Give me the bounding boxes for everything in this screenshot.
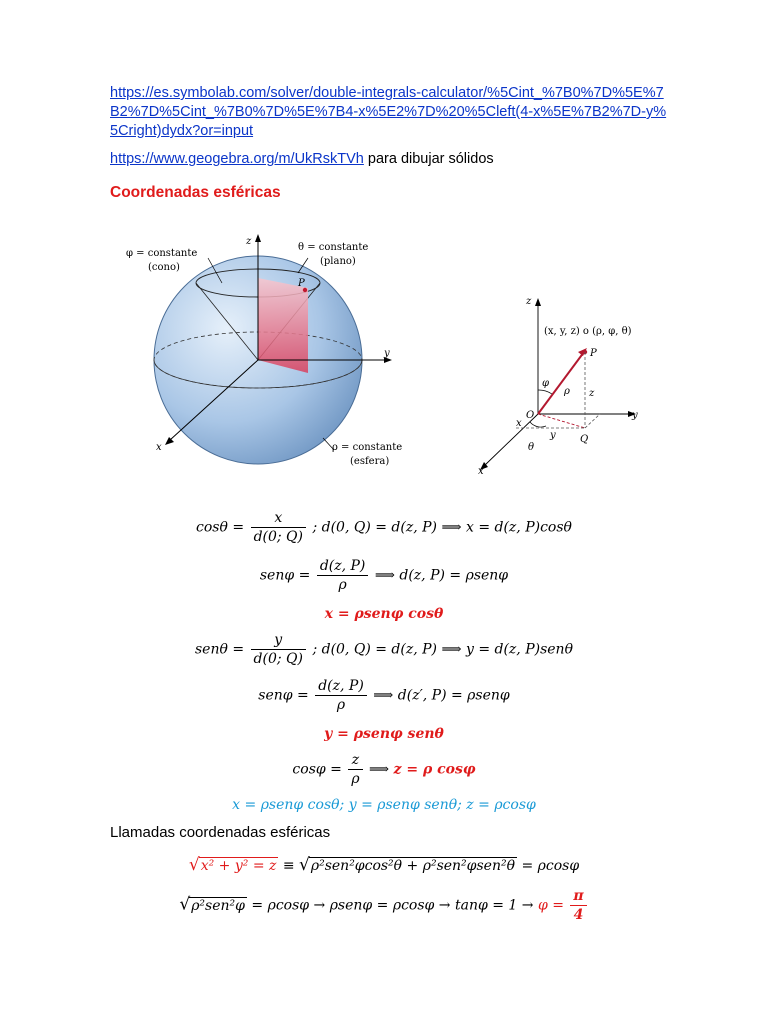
- coords-label: (x, y, z) o (ρ, φ, θ): [544, 326, 632, 337]
- axis-x-label: x: [156, 442, 162, 453]
- axis-y-label: y: [384, 348, 390, 359]
- rho-constant-label: ρ = constante: [332, 442, 403, 453]
- phi-constant-label: φ = constante: [126, 248, 198, 259]
- phi-angle-label: φ: [542, 378, 550, 389]
- geogebra-line: [110, 150, 494, 169]
- symbolab-link-block: [110, 84, 670, 141]
- sphere-figure: [118, 228, 408, 478]
- equation-cone-sphere: √x² + y² = z ≡ √ρ²sen²φcos²θ + ρ²sen²φsen²θ = ρcosφ: [188, 855, 580, 875]
- equation-phi-result: √ρ²sen²φ = ρcosφ → ρsenφ = ρcosφ → tanφ = 1 → φ = $\frac{\pi}{4}$: [0, 888, 768, 923]
- z-length-label: z: [589, 388, 595, 399]
- r-axis-x-label: x: [478, 466, 484, 477]
- x-length-label: x: [516, 418, 522, 429]
- rho-constant-sub: (esfera): [350, 456, 390, 467]
- r-point-o-label: O: [526, 410, 535, 421]
- section-heading: Coordenadas esféricas: [110, 184, 281, 201]
- coordinates-figure: [476, 290, 666, 480]
- rho-label: ρ: [564, 386, 570, 397]
- symbolab-link[interactable]: https://es.symbolab.com/solver/double-integrals-calculator/%5Cint_%7B0%7D%5E%7B2%7D%5Cint_%7B0%7D%5E%7B4-x%5E2%7D%20%5Cleft(4-x%5E%7B2%7D-y%5Cright)dydx?or=input: [110, 85, 667, 139]
- equation-x-result: x = ρsenφ cosθ: [324, 606, 444, 622]
- r-axis-z-label: z: [526, 296, 532, 307]
- equation-sen-phi-2: senφ = $\frac{d(z, P)}{\rho}$ ⟹ d(z′, P) = ρsenφ: [258, 678, 510, 713]
- y-length-label: y: [550, 430, 556, 441]
- geogebra-link[interactable]: https://www.geogebra.org/m/UkRskTVh: [110, 151, 364, 167]
- equation-cos-theta: cosθ = $\frac{x}{d(0; Q)}$ ; d(0, Q) = d(z, P) ⟹ x = d(z, P)cosθ: [196, 510, 572, 545]
- r-axis-y-label: y: [632, 410, 638, 421]
- equation-y-result: y = ρsenφ senθ: [324, 726, 444, 742]
- equation-sen-phi-1: senφ = $\frac{d(z, P)}{\rho}$ ⟹ d(z, P) = ρsenφ: [259, 558, 509, 593]
- point-p-label: P: [298, 278, 305, 289]
- axis-z-label: z: [246, 236, 252, 247]
- theta-plane: [258, 278, 308, 373]
- geogebra-suffix: para dibujar sólidos: [363, 151, 494, 167]
- theta-constant-label: θ = constante: [298, 242, 369, 253]
- equation-sen-theta: senθ = $\frac{y}{d(0; Q)}$ ; d(0, Q) = d(z, P) ⟹ y = d(z, P)senθ: [194, 632, 573, 667]
- phi-constant-sub: (cono): [148, 262, 180, 273]
- r-point-p-label: P: [590, 348, 597, 359]
- theta-constant-sub: (plano): [320, 256, 356, 267]
- llamadas-text: Llamadas coordenadas esféricas: [110, 824, 331, 841]
- equation-summary: x = ρsenφ cosθ; y = ρsenφ senθ; z = ρcosφ: [232, 797, 536, 813]
- theta-angle-label: θ: [528, 442, 535, 453]
- equation-cos-phi: cosφ = $\frac{z}{\rho}$ ⟹ z = ρ cosφ: [292, 752, 476, 787]
- r-point-q-label: Q: [580, 434, 589, 445]
